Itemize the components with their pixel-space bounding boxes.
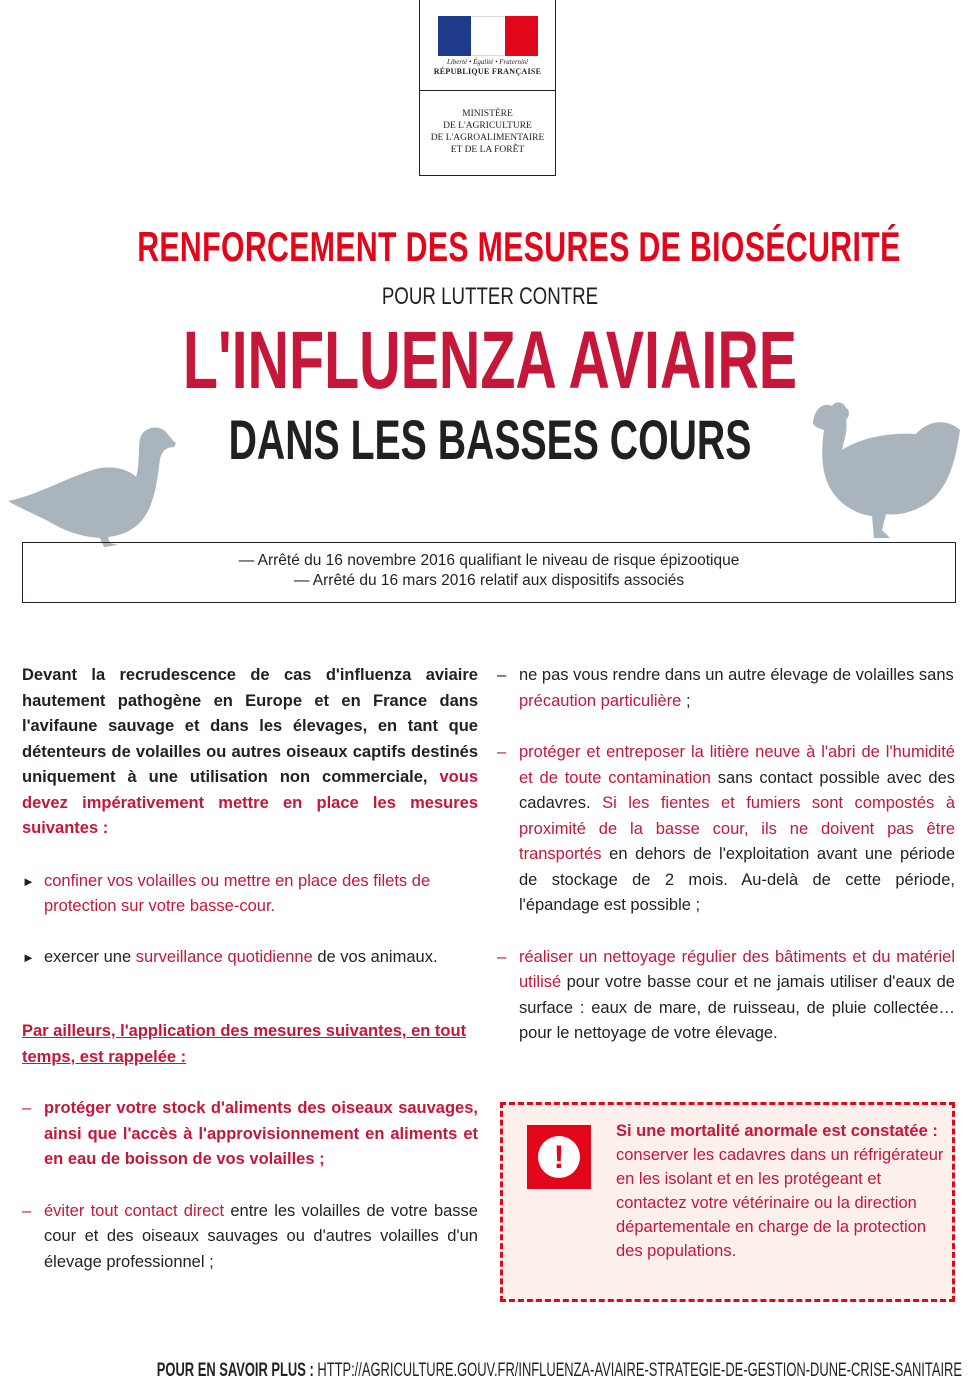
ministry-line: DE L'AGRICULTURE xyxy=(443,121,532,131)
republic-name: RÉPUBLIQUE FRANÇAISE xyxy=(433,67,542,76)
left-column xyxy=(22,663,478,1275)
ministry-line: ET DE LA FORÊT xyxy=(450,145,525,155)
dash-bullet: – xyxy=(497,666,507,684)
dash-bullet: – xyxy=(497,947,507,966)
right-column xyxy=(497,663,955,1047)
dash-text: ; xyxy=(685,691,691,710)
bullet-highlight: surveillance quotidienne xyxy=(135,947,313,966)
mortality-alert-box xyxy=(500,1102,955,1302)
dash-highlight: Si les fientes et fumiers sont compostés à proximité de la basse cour, ils ne doivent pas être transportés xyxy=(519,794,955,863)
triangle-bullet-icon: ► xyxy=(22,873,35,889)
dash-bullet: – xyxy=(22,1099,32,1117)
ministry-line: MINISTÈRE xyxy=(462,109,513,119)
exclamation-glyph: ! xyxy=(538,1136,580,1178)
list-item xyxy=(497,663,955,714)
dash-highlight: précaution particulière xyxy=(519,691,682,710)
title-line-3: L'INFLUENZA AVIAIRE xyxy=(182,315,798,406)
bullet-text: de vos animaux. xyxy=(317,947,438,966)
footer-label: POUR EN SAVOIR PLUS : xyxy=(156,1360,314,1381)
list-item xyxy=(22,1096,478,1173)
dash-bullet: – xyxy=(22,1201,32,1220)
footer-link[interactable]: HTTP://AGRICULTURE.GOUV.FR/INFLUENZA-AVIAIRE-STRATEGIE-DE-GESTION-DUNE-CRISE-SANITAIRE xyxy=(317,1360,962,1381)
dash-text: sans contact possible avec des cadavres. xyxy=(519,768,956,812)
intro-paragraph xyxy=(22,663,478,842)
hen-silhouette-icon xyxy=(800,398,962,548)
reminder-heading xyxy=(22,1019,478,1070)
alert-text xyxy=(616,1119,946,1263)
footer xyxy=(156,1360,962,1382)
bullet-text: exercer une xyxy=(44,947,132,966)
list-item xyxy=(22,945,478,971)
intro-text: Devant la recrudescence de cas d'influenza aviaire hautement pathogène en Europe et en France dans l'avifaune sauvage et dans les élevages, en tant que détenteurs de volailles ou autres oiseaux captifs destinés uniquement à une utilisation non commerciale, xyxy=(22,666,478,786)
decree-line: — Arrêté du 16 mars 2016 relatif aux dispositifs associés xyxy=(293,572,685,589)
decree-line: — Arrêté du 16 novembre 2016 qualifiant le niveau de risque épizootique xyxy=(238,552,740,569)
dash-text: pour votre basse cour et ne jamais utiliser d'eaux de surface : eaux de mare, de ruisseau, de pluie collectée… pour le nettoyage de votre élevage. xyxy=(519,973,955,1042)
list-item xyxy=(497,945,955,1047)
bullet-text: confiner vos volailles ou mettre en place des filets de protection sur votre basse-cour. xyxy=(44,871,431,915)
dash-text: ne pas vous rendre dans un autre élevage de volailles sans xyxy=(519,666,954,684)
alert-body: conserver les cadavres dans un réfrigérateur en les isolant et en les protégeant et contactez votre vétérinaire ou la direction départementale en charge de la protection des populations. xyxy=(616,1146,944,1260)
marianne-logo xyxy=(438,16,538,56)
logo-divider xyxy=(420,90,555,91)
ministry-logo xyxy=(419,0,556,176)
triangle-bullet-icon: ► xyxy=(22,949,35,965)
ministry-line: DE L'AGROALIMENTAIRE xyxy=(430,133,545,143)
dash-highlight: protéger et entreposer la litière neuve à l'abri de l'humidité et de toute contamination xyxy=(519,743,955,787)
dash-bullet: – xyxy=(497,743,507,761)
dash-highlight: réaliser un nettoyage régulier des bâtiments et du matériel utilisé xyxy=(519,947,955,991)
title-line-4: DANS LES BASSES COURS xyxy=(228,408,752,471)
list-item xyxy=(22,869,478,920)
reminder-text: Par ailleurs, l'application des mesures suivantes, en tout temps, est rappelée : xyxy=(22,1022,467,1066)
exclamation-icon xyxy=(527,1125,591,1189)
dash-text: entre les volailles de votre basse cour et des oiseaux sauvages ou d'autres volailles d'un élevage professionnel ; xyxy=(44,1201,478,1271)
title-line-2: POUR LUTTER CONTRE xyxy=(381,283,599,310)
list-item xyxy=(497,740,955,919)
intro-highlight: vous devez impérativement mettre en place les mesures suivantes : xyxy=(22,768,478,837)
list-item xyxy=(22,1199,478,1276)
dash-text: en dehors de l'exploitation avant une période de stockage de 2 mois. Au-delà de cette période, l'épandage est possible ; xyxy=(519,845,956,914)
republic-motto: Liberté • Égalité • Fraternité xyxy=(446,58,529,66)
ministry-name xyxy=(420,108,555,156)
title-line-1: RENFORCEMENT DES MESURES DE BIOSÉCURITÉ xyxy=(137,223,901,270)
dash-text: protéger votre stock d'aliments des oiseaux sauvages, ainsi que l'accès à l'approvisionnement en aliments et en eau de boisson de vos volailles ; xyxy=(44,1099,478,1168)
alert-heading: Si une mortalité anormale est constatée : xyxy=(616,1122,938,1140)
dash-highlight: éviter tout contact direct xyxy=(44,1201,225,1220)
duck-silhouette-icon xyxy=(8,425,180,555)
decree-references xyxy=(22,542,956,603)
